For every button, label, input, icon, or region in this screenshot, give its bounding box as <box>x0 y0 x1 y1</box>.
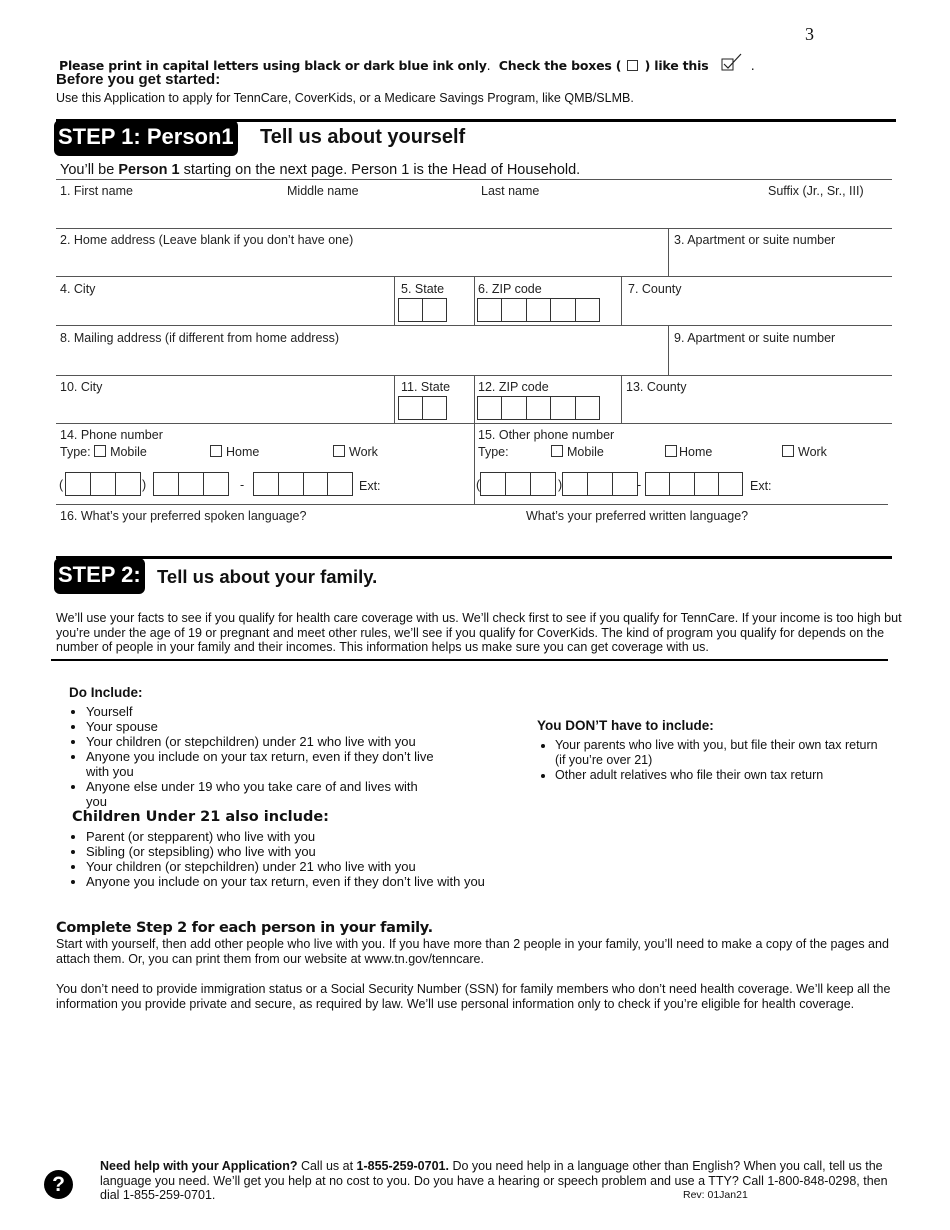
home-address-field[interactable]: 2. Home address (Leave blank if you don’t have one) <box>60 233 354 247</box>
step2-intro-rule <box>51 659 888 661</box>
phone-mobile-label: Mobile <box>110 445 147 459</box>
print-instructions <box>59 53 755 73</box>
state-field: 5. State <box>401 282 445 296</box>
form-line <box>56 179 892 180</box>
list-item: • Other adult relatives who file their own tax return <box>555 768 887 783</box>
other-phone-open-paren: ( <box>476 478 481 492</box>
mailing-address-field[interactable]: 8. Mailing address (if different from home address) <box>60 331 340 345</box>
form-divider <box>668 228 669 276</box>
form-divider <box>474 375 475 423</box>
zip-code-label: 6. ZIP code <box>478 282 542 296</box>
help-icon: ? <box>44 1170 73 1199</box>
phone-label: 14. Phone number <box>60 428 163 442</box>
children-include-heading: Children Under 21 also include: <box>72 809 329 825</box>
complete-step2-text: Start with yourself, then add other people who live with you. If you have more than 2 people in your family, you’ll need to make a copy of the pages and attach them. Or, you can print them from our website at www.tn.gov/tenncare. <box>56 937 889 966</box>
step1-intro-post: starting on the next page. Person 1 is the Head of Household. <box>179 162 581 178</box>
phone-work-option <box>333 445 378 459</box>
other-work-label: Work <box>798 445 827 459</box>
other-phone-area-input[interactable] <box>480 472 556 496</box>
written-language-field[interactable]: What’s your preferred written language? <box>526 509 749 523</box>
phone-close-paren: ) <box>142 478 147 492</box>
list-item: • Your children (or stepchildren) under 21 who live with you <box>86 859 498 874</box>
other-home-checkbox[interactable] <box>665 445 677 457</box>
step1-badge: STEP 1: Person1 <box>54 120 238 156</box>
other-mobile-option <box>551 445 604 459</box>
phone-open-paren: ( <box>59 478 64 492</box>
phone-type <box>60 445 147 459</box>
page-number: 3 <box>805 24 814 44</box>
phone-line-input[interactable] <box>253 472 353 496</box>
help-bold: Need help with your Application? <box>100 1159 298 1173</box>
other-work-option <box>782 445 827 459</box>
check-note-end: ) like this <box>644 58 709 73</box>
step2-intro: We’ll use your facts to see if you qualify for health care coverage with us. We’ll check first to see if you qualify for TennCare. If your income is too high but you’re under the age of 19 or pregnant and meet other rules, we’ll see if you qualify for CoverKids. The kind of program you qualify for depends on the number of people in your family and their incomes. This information helps us make sure you can get coverage with us. <box>56 611 902 654</box>
list-item: • Your parents who live with you, but file their own tax return (if you’re over 21) <box>555 738 887 768</box>
do-include-heading: Do Include: <box>69 685 143 700</box>
revision-label: Rev: 01Jan21 <box>683 1189 748 1201</box>
other-phone-type-label: Type: <box>478 445 509 459</box>
phone-work-checkbox[interactable] <box>333 445 345 457</box>
before-text: Use this Application to apply for TennCare, CoverKids, or a Medicare Savings Program, like QMB/SLMB. <box>56 91 634 105</box>
list-item: • Your spouse <box>86 719 438 734</box>
form-line <box>56 325 892 326</box>
dont-include-list <box>537 738 887 783</box>
apartment-field[interactable]: 3. Apartment or suite number <box>674 233 836 247</box>
form-divider <box>668 325 669 375</box>
mailing-state-input[interactable] <box>398 396 447 420</box>
phone-ext-field[interactable]: Ext: <box>359 479 381 493</box>
mailing-zip-label: 12. ZIP code <box>478 380 549 394</box>
step1-intro-bold: Person 1 <box>118 162 180 178</box>
mailing-zip-input[interactable] <box>477 396 600 420</box>
step2-badge: STEP 2: <box>54 558 145 594</box>
list-item: • Your children (or stepchildren) under 21 who live with you <box>86 734 438 749</box>
example-empty-checkbox <box>627 60 638 71</box>
step2-title: Tell us about your family. <box>157 566 378 587</box>
other-phone-dash: - <box>637 478 642 492</box>
complete-step2-heading: Complete Step 2 for each person in your family. <box>56 920 433 936</box>
form-line <box>56 504 888 505</box>
other-home-label: Home <box>679 445 713 459</box>
phone-dash: - <box>240 478 245 492</box>
form-divider <box>474 276 475 325</box>
spoken-language-field[interactable]: 16. What’s your preferred spoken language? <box>60 509 307 523</box>
phone-area-input[interactable] <box>65 472 141 496</box>
zip-code-input[interactable] <box>477 298 600 322</box>
other-phone-close-paren: ) <box>558 478 563 492</box>
help-phone: 1-855-259-0701. <box>356 1159 449 1173</box>
list-item: • Anyone you include on your tax return, even if they don’t live with you <box>86 874 498 889</box>
other-mobile-label: Mobile <box>567 445 604 459</box>
form-divider <box>621 375 622 423</box>
other-phone-label: 15. Other phone number <box>478 428 615 442</box>
county-field[interactable]: 7. County <box>628 282 682 296</box>
list-item: • Sibling (or stepsibling) who live with you <box>86 844 498 859</box>
mailing-city-field[interactable]: 10. City <box>60 380 103 394</box>
other-phone-prefix-input[interactable] <box>562 472 638 496</box>
step2-top-rule <box>56 556 892 559</box>
checkmark-box-icon <box>721 53 747 73</box>
children-include-list <box>68 829 498 889</box>
print-note-period: . <box>486 58 491 73</box>
form-divider <box>621 276 622 325</box>
step1-intro-pre: You’ll be <box>60 162 119 178</box>
step1-intro <box>60 162 580 178</box>
mailing-apartment-field[interactable]: 9. Apartment or suite number <box>674 331 836 345</box>
phone-home-checkbox[interactable] <box>210 445 222 457</box>
form-divider <box>394 276 395 325</box>
check-note: Check the boxes ( <box>498 58 622 73</box>
other-home-option <box>665 445 712 459</box>
step1-title: Tell us about yourself <box>260 126 466 148</box>
list-item: • Parent (or stepparent) who live with you <box>86 829 498 844</box>
last-name-field[interactable]: Last name <box>481 184 540 198</box>
first-name-field[interactable]: 1. First name <box>60 184 133 198</box>
other-phone-ext-field[interactable]: Ext: <box>750 479 772 493</box>
city-field[interactable]: 4. City <box>60 282 96 296</box>
help-text <box>100 1159 900 1203</box>
check-note-period: . <box>750 58 755 73</box>
mailing-county-field[interactable]: 13. County <box>626 380 687 394</box>
dont-include-heading: You DON’T have to include: <box>537 718 714 733</box>
other-mobile-checkbox[interactable] <box>551 445 563 457</box>
mailing-state-label: 11. State <box>401 380 451 394</box>
form-line <box>56 228 892 229</box>
ssn-note: You don’t need to provide immigration status or a Social Security Number (SSN) for family members who don’t need health coverage. We’ll keep all the information you provide private and secure, as required by law. We’ll use personal information only to check if you’re eligible for health coverage. <box>56 982 891 1011</box>
phone-prefix-input[interactable] <box>153 472 229 496</box>
phone-home-label: Home <box>226 445 260 459</box>
other-phone-line-input[interactable] <box>645 472 743 496</box>
phone-mobile-checkbox[interactable] <box>94 445 106 457</box>
form-divider <box>394 375 395 423</box>
suffix-field[interactable]: Suffix (Jr., Sr., III) <box>768 184 864 198</box>
help-a: Call us at <box>297 1159 357 1173</box>
other-work-checkbox[interactable] <box>782 445 794 457</box>
list-item: • Anyone you include on your tax return, even if they don’t live with you <box>86 749 438 779</box>
do-include-list <box>68 704 438 809</box>
print-note: Please print in capital letters using black or dark blue ink only <box>59 58 487 73</box>
middle-name-field[interactable]: Middle name <box>287 184 359 198</box>
phone-type-label: Type: <box>60 445 91 459</box>
before-heading: Before you get started: <box>56 71 221 88</box>
help-b: Do you need help in a language other than English? When you call, tell us the language you need. We’ll get you help at no cost to you. Do you have a hearing or speech problem and use a TTY? Call 1-800-848-0298, then dial 1-855-259-0701. <box>100 1159 888 1202</box>
state-input[interactable] <box>398 298 447 322</box>
phone-home-option <box>210 445 259 459</box>
list-item: • Yourself <box>86 704 438 719</box>
form-divider <box>474 423 475 504</box>
list-item: • Anyone else under 19 who you take care of and lives with you <box>86 779 438 809</box>
phone-work-label: Work <box>349 445 378 459</box>
